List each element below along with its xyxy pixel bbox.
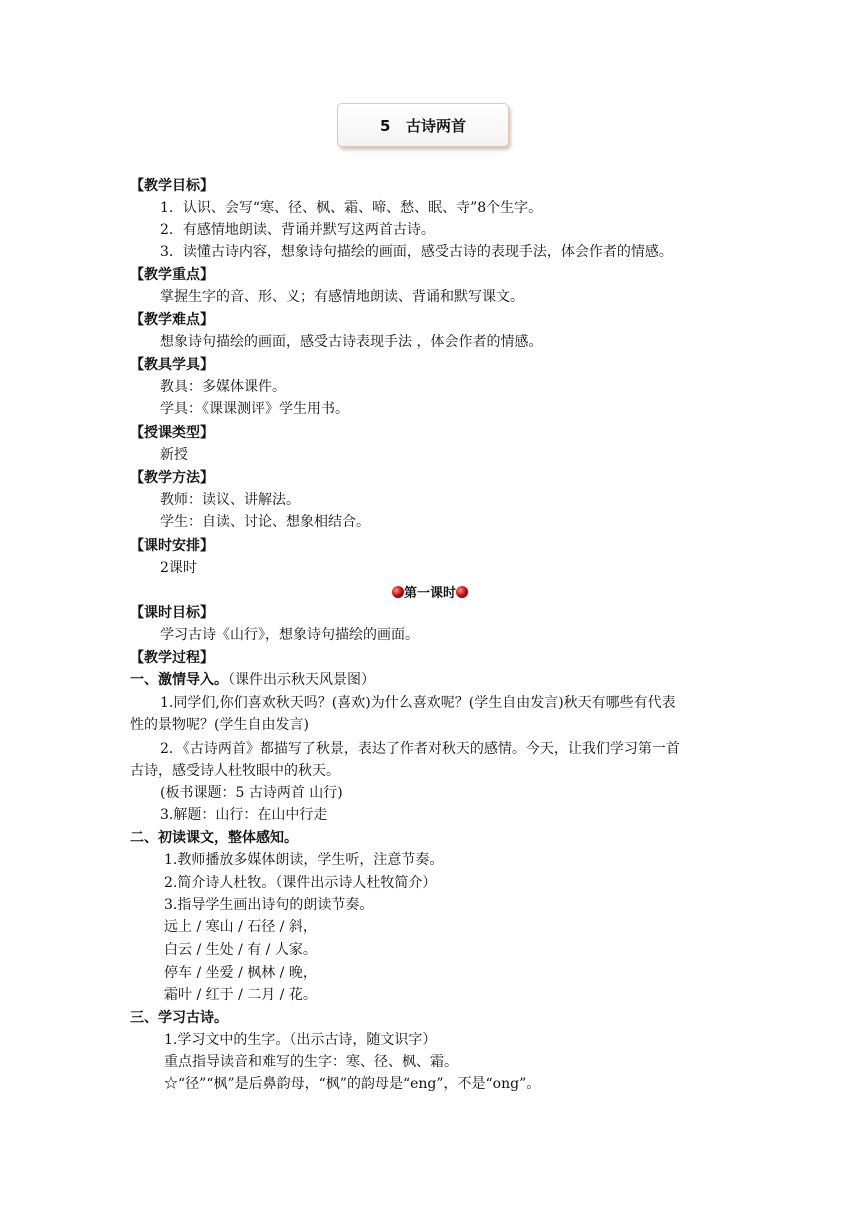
poem-line: 白云 / 生处 / 有 / 人家。 [164, 942, 317, 958]
goal-item: 1．认识、会写“寒、径、枫、霜、啼、愁、眠、寺”8个生字。 [160, 200, 543, 216]
part3-title: 三、学习古诗。 [130, 1010, 228, 1026]
schedule-text: 2课时 [160, 560, 197, 576]
heading-lesson-goal: 【课时目标】 [130, 605, 214, 621]
period-label: 第一课时 [403, 586, 456, 601]
part1-para: 性的景物呢？(学生自由发言) [130, 717, 309, 733]
heading-tools: 【教具学具】 [130, 357, 214, 373]
part1-title: 一、激情导入。（课件出示秋天风景图） [130, 672, 375, 688]
heading-type: 【授课类型】 [130, 425, 214, 441]
part2-title: 二、初读课文，整体感知。 [130, 830, 298, 846]
tools-item: 教具：多媒体课件。 [160, 379, 286, 395]
difficulty-text: 想象诗句描绘的画面，感受古诗表现手法 ，体会作者的情感。 [160, 334, 543, 350]
poem-line: 霜叶 / 红于 / 二月 / 花。 [164, 987, 317, 1003]
part3-item: 重点指导读音和难写的生字：寒、径、枫、霜。 [164, 1054, 458, 1070]
part1-para: 2．《古诗两首》都描写了秋景，表达了作者对秋天的感情。今天，让我们学习第一首 [160, 741, 680, 757]
red-dot-icon [456, 586, 468, 598]
poem-line: 停车 / 坐爱 / 枫林 / 晚， [164, 965, 317, 981]
board-note: (板书课题：5 古诗两首 山行) [160, 785, 343, 801]
red-dot-icon [392, 586, 404, 598]
lesson-title-box [337, 103, 509, 147]
heading-key: 【教学重点】 [130, 267, 214, 283]
type-text: 新授 [160, 447, 188, 463]
goal-item: 3．读懂古诗内容，想象诗句描绘的画面，感受古诗的表现手法，体会作者的情感。 [160, 244, 673, 260]
part2-item: 3.指导学生画出诗句的朗读节奏。 [164, 897, 374, 913]
tools-item: 学具：《课课测评》学生用书。 [160, 401, 349, 417]
heading-schedule: 【课时安排】 [130, 538, 214, 554]
key-text: 掌握生字的音、形、义；有感情地朗读、背诵和默写课文。 [160, 289, 524, 305]
goal-item: 2．有感情地朗读、背诵并默写这两首古诗。 [160, 222, 435, 238]
heading-goals: 【教学目标】 [130, 178, 214, 194]
part3-item: 1.学习文中的生字。（出示古诗，随文识字） [164, 1032, 437, 1048]
part3-item: ☆“径”“枫”是后鼻韵母，“枫”的韵母是“eng”，不是“ong”。 [164, 1076, 541, 1092]
lesson-goal-text: 学习古诗《山行》，想象诗句描绘的画面。 [160, 627, 419, 643]
part1-para: 古诗，感受诗人杜牧眼中的秋天。 [130, 763, 340, 779]
heading-difficulty: 【教学难点】 [130, 312, 214, 328]
poem-line: 远上 / 寒山 / 石径 / 斜， [164, 919, 317, 935]
method-item: 教师：读议、讲解法。 [160, 492, 300, 508]
method-item: 学生：自读、讨论、想象相结合。 [160, 514, 370, 530]
period-banner [0, 582, 860, 601]
lesson-title: 5 古诗两首 [379, 116, 467, 135]
heading-process: 【教学过程】 [130, 650, 214, 666]
part2-item: 2.简介诗人杜牧。（课件出示诗人杜牧简介） [164, 875, 437, 891]
part1-para: 1.同学们,你们喜欢秋天吗？(喜欢)为什么喜欢呢？(学生自由发言)秋天有哪些有代表 [160, 695, 676, 711]
part2-item: 1.教师播放多媒体朗读，学生听，注意节奏。 [164, 852, 444, 868]
heading-method: 【教学方法】 [130, 470, 214, 486]
part1-para: 3.解题：山行：在山中行走 [160, 807, 328, 823]
